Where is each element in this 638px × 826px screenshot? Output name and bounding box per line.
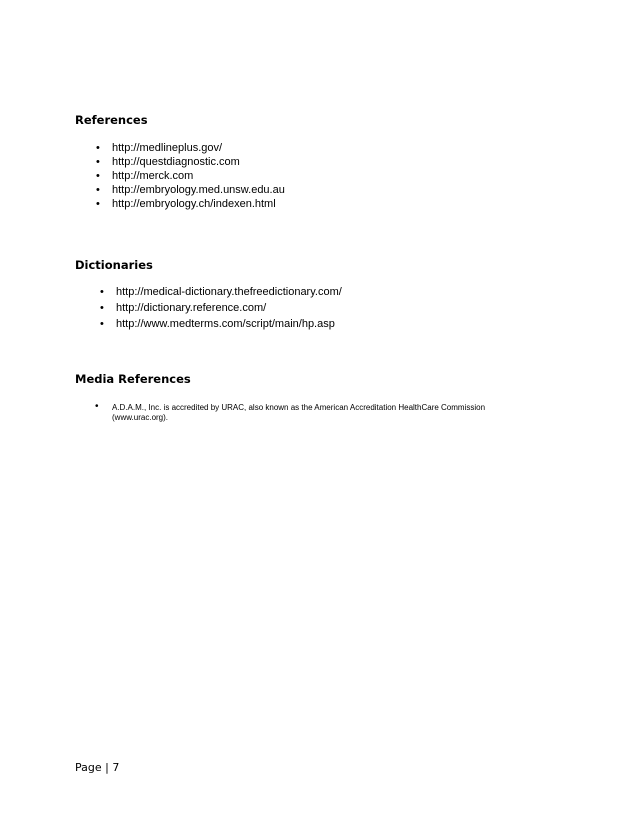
reference-link[interactable]: http://embryology.ch/indexen.html (112, 198, 276, 210)
dictionary-link[interactable]: http://medical-dictionary.thefreedictionary.com/ (116, 286, 342, 298)
media-references-heading: Media References (75, 372, 191, 386)
reference-link[interactable]: http://questdiagnostic.com (112, 156, 240, 168)
media-references-list (95, 401, 512, 423)
list-item (100, 285, 342, 299)
page-number-footer: Page | 7 (75, 761, 120, 774)
dictionary-link[interactable]: http://www.medterms.com/script/main/hp.asp (116, 318, 335, 330)
references-heading: References (75, 113, 148, 127)
list-item (96, 169, 285, 183)
list-item (96, 155, 285, 169)
list-item (100, 301, 342, 315)
reference-link[interactable]: http://medlineplus.gov/ (112, 142, 223, 154)
bullet-icon: • (100, 286, 104, 298)
bullet-icon: • (96, 170, 100, 182)
list-item (96, 183, 285, 197)
dictionary-link[interactable]: http://dictionary.reference.com/ (116, 302, 267, 314)
list-item (100, 317, 342, 331)
bullet-icon: • (100, 302, 104, 314)
bullet-icon: • (96, 142, 100, 154)
bullet-icon: • (96, 156, 100, 168)
references-list (96, 141, 285, 211)
reference-link[interactable]: http://embryology.med.unsw.edu.au (112, 184, 285, 196)
media-reference-text: A.D.A.M., Inc. is accredited by URAC, also known as the American Accreditation HealthCare Commission (www.urac.org). (112, 403, 486, 422)
list-item (96, 197, 285, 211)
reference-link[interactable]: http://merck.com (112, 170, 194, 182)
dictionaries-list (100, 285, 342, 331)
bullet-icon: • (100, 318, 104, 330)
list-item (95, 401, 512, 423)
bullet-icon: • (96, 198, 100, 210)
dictionaries-heading: Dictionaries (75, 258, 153, 272)
bullet-icon: • (95, 401, 99, 412)
list-item (96, 141, 285, 155)
bullet-icon: • (96, 184, 100, 196)
